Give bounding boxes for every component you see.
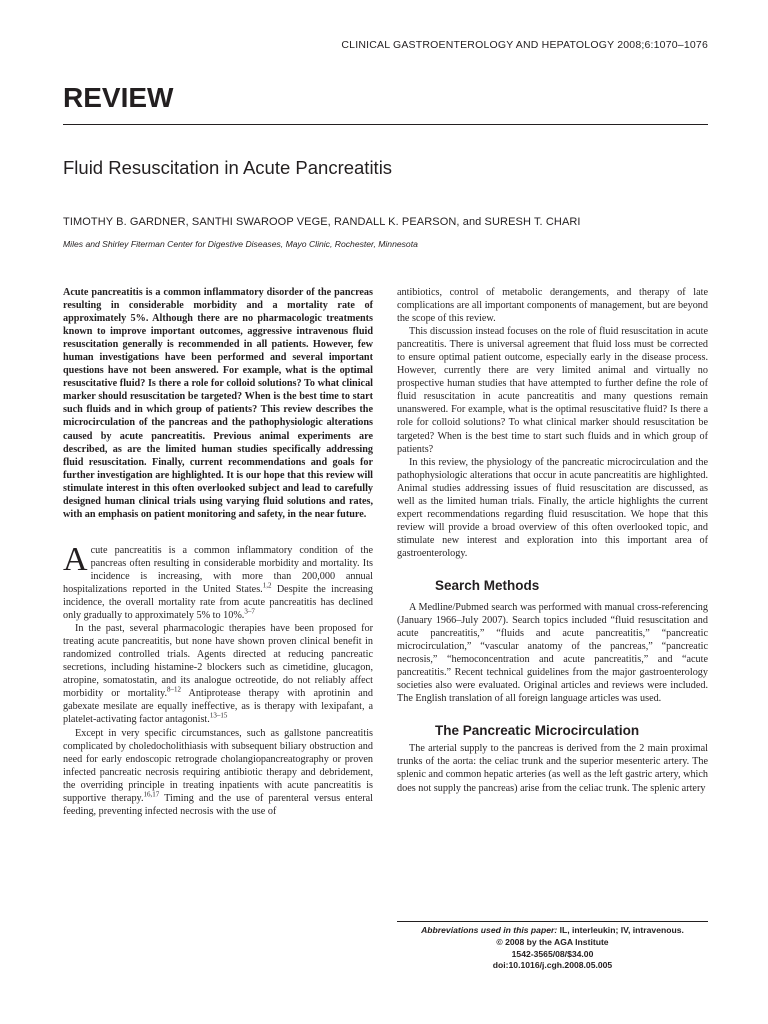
abbreviations-label: Abbreviations used in this paper: [421, 925, 558, 935]
citation-ref[interactable]: 1,2 [262, 581, 272, 590]
author-list: TIMOTHY B. GARDNER, SANTHI SWAROOP VEGE, RANDALL K. PEARSON, and SURESH T. CHARI [63, 216, 581, 228]
focus-paragraph: This discussion instead focuses on the role of fluid resuscitation in acute pancreatitis. There is universal agreement that fluid loss must be corrected to ensure optimal patient outcome, especially early in the disease process. However, currently there are very limited animal and virtually no prospective human studies that have attempted to further define the role of fluid resuscitation in acute pancreatitis and many questions remain unanswered. For example, what is the optimal resuscitative fluid? Is there a role for colloid solutions? To what clinical marker should resuscitation be targeted? When is the best time to start such fluids and in which group of patients? [397, 326, 708, 455]
header-rule [63, 124, 708, 125]
citation-ref[interactable]: 8–12 [167, 685, 182, 694]
footnote [397, 925, 708, 972]
issn-line: 1542-3565/08/$34.00 [511, 948, 594, 959]
search-methods-heading: Search Methods [435, 577, 540, 593]
intro-p3-text-a: Except in very specific circumstances, such as gallstone pancreatitis complicated by choledocholithiasis with subsequent biliary obstruction and need for early endoscopic retrograde cholangiopancreatography or proven infected pancreatic necrosis requiring antibiotic therapy and debridement, the overriding principle in treating inpatients with acute pancreatitis is supportive therapy. [63, 727, 373, 804]
copyright-line: © 2008 by the AGA Institute [496, 936, 609, 947]
left-column [63, 286, 373, 818]
review-paragraph: In this review, the physiology of the pancreatic microcirculation and the pathophysiologic alterations that occur in acute pancreatitis are highlighted. Animal studies addressing issues of fluid resuscitation are discussed, as well as the limited human trials. Finally, the article highlights the current expert recommendations regarding fluid resuscitation. We hope that this review will provide a broad overview of this often overlooked topic, and stimulate new interest and exploration into this important area of gastroenterology. [397, 456, 708, 559]
citation-ref[interactable]: 3–7 [244, 607, 255, 616]
section-label: REVIEW [63, 82, 174, 113]
microcirculation-text: The arterial supply to the pancreas is derived from the 2 main proximal trunks of the aorta: the celiac trunk and the superior mesenteric artery. The splenic and common hepatic arteries (as well as the left gastric artery, which does not supply the pancreas) arise from the celiac trunk. The splenic artery [397, 743, 708, 794]
intro-p2-text-b: Antiprotease therapy with aprotinin and gabexate mesilate are equally ineffective, as is therapy with lexipafant, a platelet-activating factor antagonist. [63, 688, 373, 726]
intro-paragraph-1 [63, 540, 373, 622]
drop-cap: A [63, 540, 88, 578]
microcirculation-heading: The Pancreatic Microcirculation [435, 723, 640, 739]
abbreviations-line [397, 925, 708, 937]
intro-paragraph-3 [63, 727, 373, 818]
intro-p3-text-b: Timing and the use of parenteral versus enteral feeding, preventing infected necrosis with the use of [63, 792, 373, 817]
intro-p1-text-a: cute pancreatitis is a common inflammatory condition of the pancreas often resulting in considerable morbidity and mortality. Its incidence is increasing, with more than 200,000 annual hospitalizations reported in the United States. [63, 544, 373, 595]
abstract: Acute pancreatitis is a common inflammatory disorder of the pancreas resulting in considerable morbidity and a mortality rate of approximately 5%. Although there are no pharmacologic treatments known to improve important outcomes, aggressive intravenous fluid resuscitation generally is recommended in all patients. However, few human investigations have been performed and several important questions have not been answered. For example, what is the optimal resuscitative fluid? Is there a role for colloid solutions? To what clinical marker should resuscitation be targeted? When is the best time to start such fluids and in which group of patients? This review describes the microcirculation of the pancreas and the pathophysiologic alterations caused by acute pancreatitis. Previous animal experiments are described, as are the limited human studies specifically addressing fluid resuscitation. Finally, current recommendations and goals for further investigation are highlighted. It is our hope that this review will stimulate interest in this often overlooked subject and lead to carefully designed human clinical trials using varying fluid solutions and rates, with an emphasis on patient monitoring and safety, in the near future. [63, 287, 373, 520]
abbreviations-text: IL, interleukin; IV, intravenous. [557, 925, 684, 935]
author-affiliation: Miles and Shirley Fiterman Center for Digestive Diseases, Mayo Clinic, Rochester, Minnesota [63, 239, 418, 249]
intro-p1-text-b: Despite the increasing incidence, the overall mortality rate from acute pancreatitis has declined only gradually to approximately 5% to 10%. [63, 583, 373, 622]
doi-link[interactable]: doi:10.1016/j.cgh.2008.05.005 [492, 960, 613, 971]
citation-ref[interactable]: 16,17 [143, 790, 160, 799]
article-title: Fluid Resuscitation in Acute Pancreatitis [63, 157, 393, 178]
intro-paragraph-2 [63, 622, 373, 726]
continued-paragraph: antibiotics, control of metabolic derangements, and therapy of late complications are all important components of management, but are beyond the scope of this review. [397, 287, 708, 325]
footnote-rule [397, 921, 708, 922]
intro-p2-text-a: In the past, several pharmacologic therapies have been proposed for treating acute pancreatitis, but none have shown proven clinical benefit in randomized controlled trials. Agents directed at reducing pancreatic secretions, including histamine-2 blockers such as cimetidine, glucagon, atropine, somatostatin, and its analogue octreotide, do not reliably affect morbidity or mortality. [63, 623, 373, 700]
search-methods-text: A Medline/Pubmed search was performed with manual cross-referencing (January 1966–July 2007). Search topics included “fluid resuscitation and acute pancreatitis,” “fluids and acute pancreatitis,” “pancreatic microcirculation,” “vascular anatomy of the pancreas,” “pancreatic necrosis,” “hemoconcentration and acute pancreatitis,” and “acute pancreatitis.” Recent technical guidelines from the major gastroenterology societies also were evaluated. Original articles and reviews were included. The English translation of all foreign language articles was used. [397, 601, 708, 705]
right-column [397, 286, 708, 795]
journal-citation: CLINICAL GASTROENTEROLOGY AND HEPATOLOGY 2008;6:1070–1076 [341, 39, 708, 51]
citation-ref[interactable]: 13–15 [209, 712, 228, 721]
